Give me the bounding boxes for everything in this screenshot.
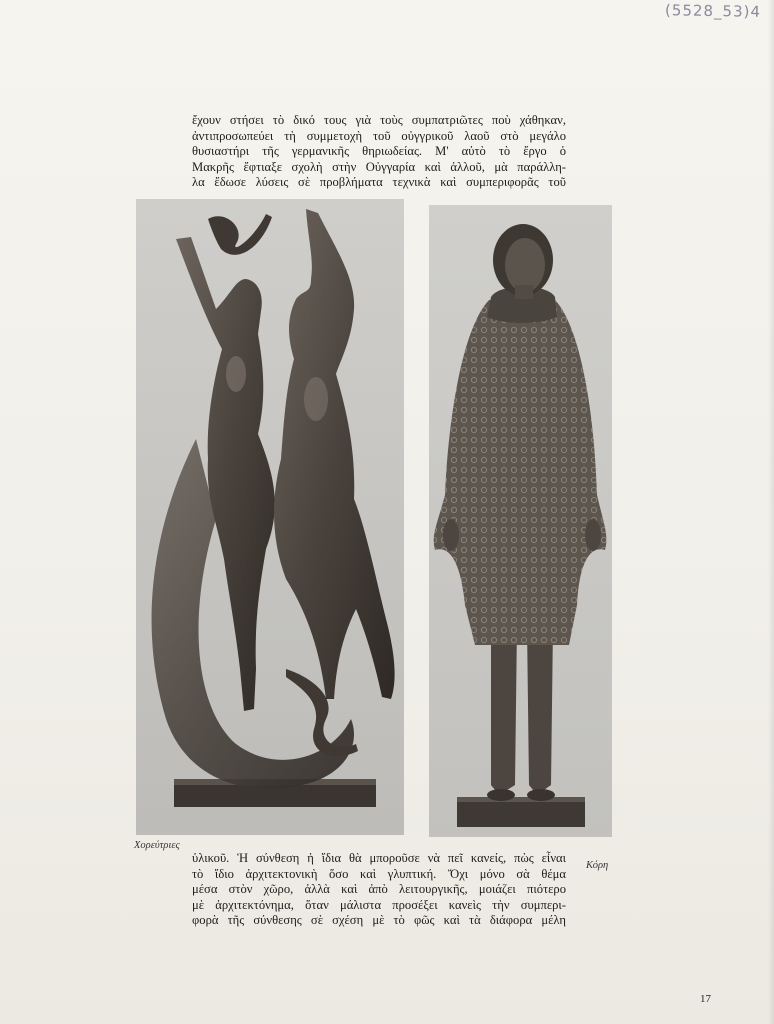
text-line: φορὰ τῆς σύνθεσης σὲ σχέση μὲ τὸ φῶς καὶ τὰ διάφορα μέλη: [192, 913, 566, 928]
text-line: μὲ ἀρχιτεκτόνημα, ὅταν μάλιστα προσέξει κανεὶς τὴν συμπερι-: [192, 897, 566, 912]
text-line: ὑλικοῦ. Ἡ σύνθεση ἡ ἴδια θὰ μποροῦσε νὰ πεῖ κανείς, πὼς εἶναι: [192, 851, 566, 865]
text-line: ἔχουν στήσει τὸ δικό τους γιὰ τοὺς συμπατριῶτες ποὺ χάθηκαν,: [192, 113, 566, 127]
caption-dancers: Χορεύτριες: [134, 840, 180, 851]
text-line: ἀντιπροσωπεύει τὴ συμμετοχὴ τοῦ οὐγγρικοῦ λαοῦ στὸ μεγάλο: [192, 128, 566, 143]
page-edge-shadow: [768, 0, 774, 1024]
photo-dancers-sculpture: [136, 199, 404, 835]
photo-kore-sculpture: [429, 205, 612, 837]
text-line: θυσιαστήρι τῆς γερμανικῆς θηριωδείας. Μ' αὐτὸ τὸ ἔργο ὁ: [192, 144, 566, 159]
text-line: λα ἔδωσε λύσεις σὲ προβλήματα τεχνικὰ καὶ συμπεριφορᾶς τοῦ: [192, 175, 566, 190]
page-number: 17: [700, 993, 711, 1005]
caption-kore: Κόρη: [586, 860, 609, 871]
top-paragraph: [192, 113, 566, 191]
text-line: Μακρῆς ἔφτιαξε σχολὴ στὴν Οὐγγαρία καὶ ἀλλοῦ, μὰ παράλλη-: [192, 159, 566, 174]
kore-sculpture-image: [429, 205, 612, 837]
handwritten-archive-note: (5528_53)4: [664, 1, 762, 21]
bottom-paragraph: [192, 851, 566, 929]
text-line: μέσα στὸν χῶρο, ἀλλὰ καὶ ἀπὸ λειτουργικῆς, μοιάζει πιότερο: [192, 882, 566, 897]
text-line: τὸ ἴδιο ἀρχιτεκτονικὴ ὅσο καὶ γλυπτική. Ὄχι μόνο σὰ θέμα: [192, 866, 566, 881]
dancers-sculpture-image: [136, 199, 404, 835]
